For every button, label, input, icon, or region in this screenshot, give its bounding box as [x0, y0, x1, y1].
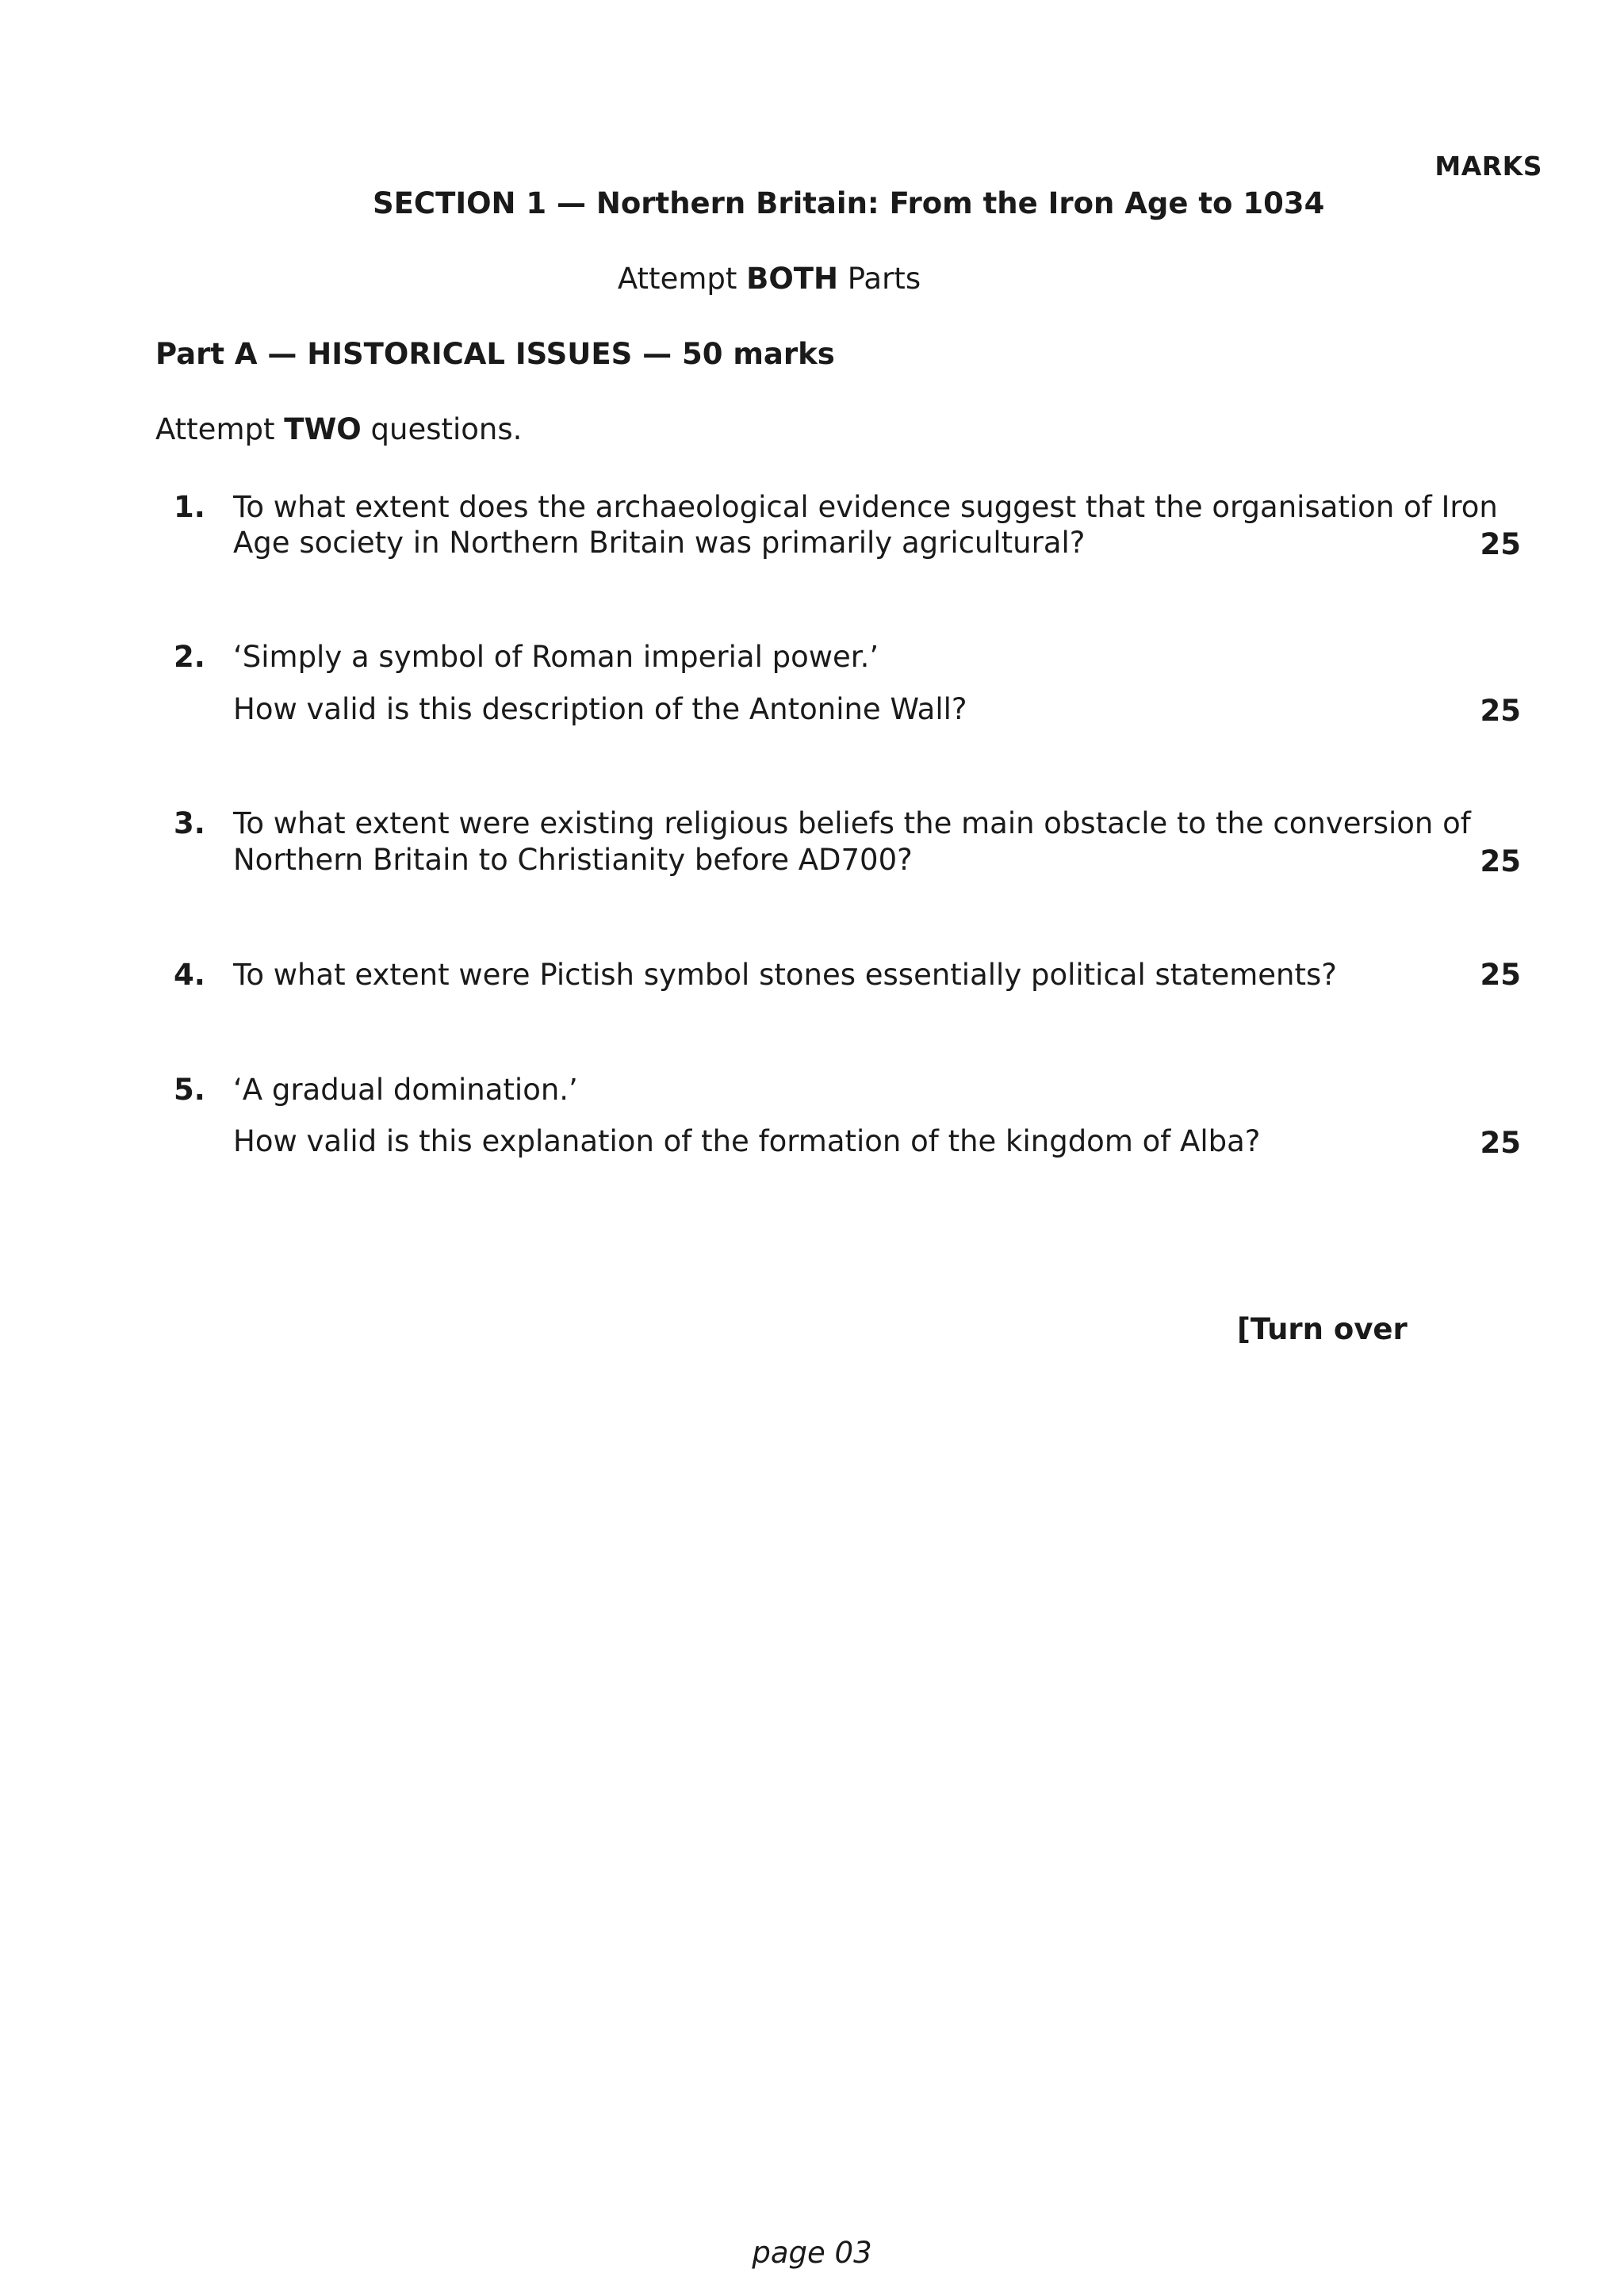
page-number: page 03	[752, 2236, 872, 2270]
question-text: To what extent does the archaeological evidence suggest that the organisation of Iron	[233, 490, 1498, 524]
question-marks: 25	[1480, 844, 1521, 878]
question-number: 4.	[174, 958, 205, 992]
question-text: Northern Britain to Christianity before AD700?	[233, 843, 913, 877]
question-text: Age society in Northern Britain was primarily agricultural?	[233, 526, 1086, 560]
question-number: 2.	[174, 640, 205, 674]
question-number: 1.	[174, 490, 205, 524]
section-title: SECTION 1 — Northern Britain: From the Iron Age to 1034	[373, 186, 1325, 220]
question-marks: 25	[1480, 958, 1521, 992]
question-text: To what extent were Pictish symbol stones essentially political statements?	[233, 958, 1337, 992]
question-text: To what extent were existing religious beliefs the main obstacle to the conversion of	[233, 806, 1471, 840]
turn-over-note: [Turn over	[1237, 1312, 1408, 1346]
attempt-both-instruction: Attempt BOTH Parts	[617, 262, 921, 296]
question-number: 5.	[174, 1073, 205, 1107]
question-marks: 25	[1480, 527, 1521, 561]
question-marks: 25	[1480, 694, 1521, 728]
marks-column-heading: MARKS	[1434, 151, 1542, 182]
question-marks: 25	[1480, 1126, 1521, 1160]
part-a-title: Part A — HISTORICAL ISSUES — 50 marks	[155, 337, 835, 371]
question-text: ‘A gradual domination.’	[233, 1073, 578, 1107]
question-text: How valid is this description of the Antonine Wall?	[233, 692, 967, 726]
attempt-two-instruction: Attempt TWO questions.	[155, 412, 523, 446]
question-text: How valid is this explanation of the formation of the kingdom of Alba?	[233, 1124, 1261, 1158]
question-text: ‘Simply a symbol of Roman imperial power.’	[233, 640, 879, 674]
question-number: 3.	[174, 806, 205, 840]
